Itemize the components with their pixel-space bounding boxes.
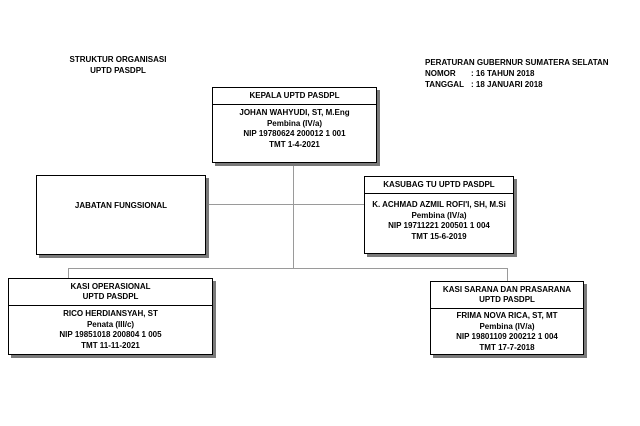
regulation-reference [425,57,609,90]
chart-title-line2: UPTD PASDPL [90,66,146,75]
sarana-head-line1: KASI SARANA DAN PRASARANA [442,285,572,294]
kepala-body [213,105,376,150]
sarana-body [431,309,583,353]
chart-title [58,54,178,76]
kasubag-rank: Pembina (IV/a) [411,210,467,220]
regulation-tanggal [425,79,609,90]
connector-vertical-main [293,163,294,269]
operasional-nip: NIP 19851018 200804 1 005 [59,330,162,339]
box-kasubag-tu [364,176,514,254]
kepala-nip: NIP 19780624 200012 1 001 [243,129,346,138]
kasubag-name: K. ACHMAD AZMIL ROFI'I, SH, M.Si [372,200,506,209]
kasubag-tmt: TMT 15-6-2019 [411,231,467,241]
kasubag-body [365,194,513,242]
connector-horizontal-bottom [68,268,508,269]
connector-horizontal-mid [206,204,364,205]
kepala-head: KEPALA UPTD PASDPL [213,88,376,105]
connector-drop-left [68,268,69,278]
sarana-name: FRIMA NOVA RICA, ST, MT [456,311,558,320]
sarana-nip: NIP 19801109 200212 1 004 [456,332,558,341]
kepala-tmt: TMT 1-4-2021 [269,139,320,149]
regulation-nomor [425,68,609,79]
regulation-title: PERATURAN GUBERNUR SUMATERA SELATAN [425,58,609,67]
connector-drop-right [507,268,508,281]
operasional-head-line1: KASI OPERASIONAL [70,282,151,291]
operasional-rank: Penata (III/c) [86,319,135,329]
nomor-value: : 16 TAHUN 2018 [471,69,535,78]
tanggal-value: : 18 JANUARI 2018 [471,80,543,89]
box-kasi-operasional [8,278,213,355]
operasional-head-line2: UPTD PASDPL [82,292,139,301]
operasional-body [9,306,212,351]
chart-title-line1: STRUKTUR ORGANISASI [69,55,167,64]
sarana-tmt: TMT 17-7-2018 [479,342,535,352]
operasional-tmt: TMT 11-11-2021 [81,340,140,350]
kepala-name: JOHAN WAHYUDI, ST, M.Eng [239,108,350,117]
box-kasi-sarana-prasarana [430,281,584,355]
operasional-name: RICO HERDIANSYAH, ST [63,309,158,318]
nomor-label: NOMOR [425,69,456,78]
operasional-head [9,279,212,306]
kepala-rank: Pembina (IV/a) [266,118,323,128]
kasubag-head: KASUBAG TU UPTD PASDPL [365,177,513,194]
kasubag-nip: NIP 19711221 200501 1 004 [388,221,490,230]
box-jabatan-fungsional [36,175,206,255]
fungsional-label: JABATAN FUNGSIONAL [74,201,168,210]
box-kepala-uptd [212,87,377,163]
sarana-head [431,282,583,309]
sarana-head-line2: UPTD PASDPL [479,295,535,304]
sarana-rank: Pembina (IV/a) [479,321,535,331]
tanggal-label: TANGGAL [425,80,464,89]
